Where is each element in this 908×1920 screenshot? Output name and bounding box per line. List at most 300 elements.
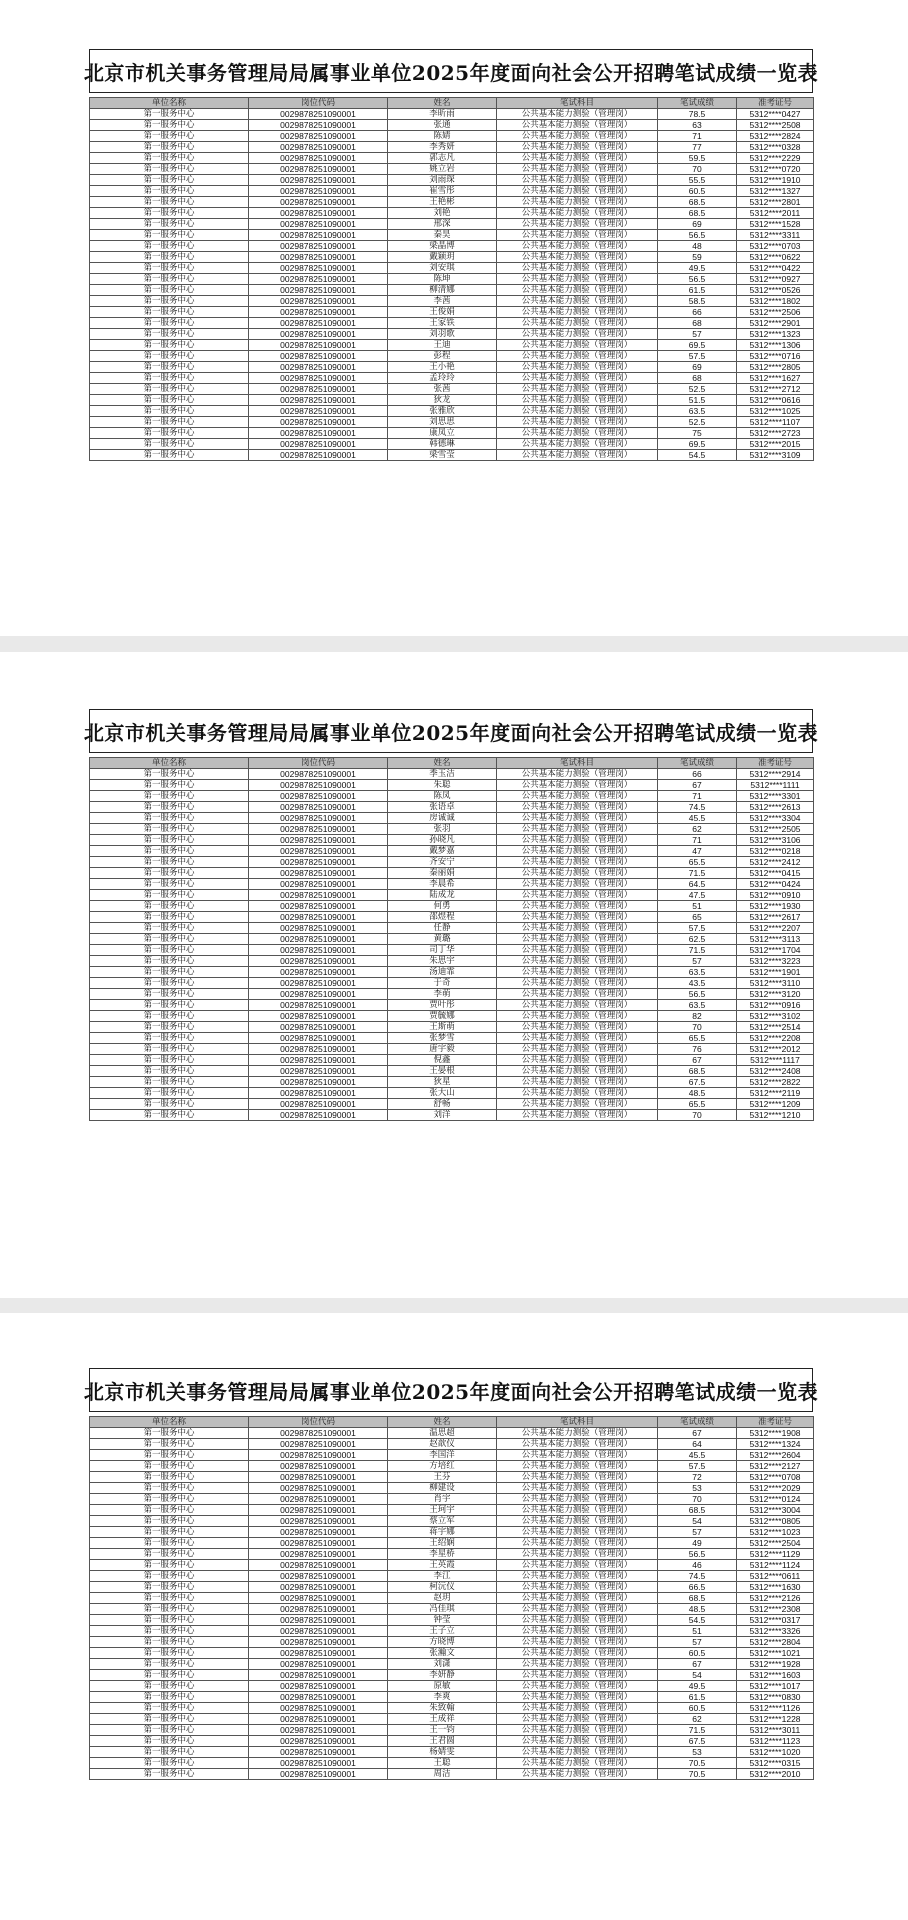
table-row xyxy=(90,1461,814,1472)
subject-cell: 公共基本能力测验（管理岗） xyxy=(497,1769,658,1780)
position-code-cell: 0029878251090001 xyxy=(249,252,388,263)
name-cell: 黄璐 xyxy=(388,934,497,945)
ticket-cell: 5312****2012 xyxy=(737,1044,814,1055)
subject-cell: 公共基本能力测验（管理岗） xyxy=(497,406,658,417)
ticket-cell: 5312****1630 xyxy=(737,1582,814,1593)
position-code-cell: 0029878251090001 xyxy=(249,1758,388,1769)
ticket-cell: 5312****1627 xyxy=(737,373,814,384)
unit-cell: 第一服务中心 xyxy=(90,395,249,406)
ticket-cell: 5312****0830 xyxy=(737,1692,814,1703)
subject-cell: 公共基本能力测验（管理岗） xyxy=(497,230,658,241)
subject-cell: 公共基本能力测验（管理岗） xyxy=(497,1439,658,1450)
score-cell: 57.5 xyxy=(658,351,737,362)
subject-cell: 公共基本能力测验（管理岗） xyxy=(497,340,658,351)
header-subject: 笔试科目 xyxy=(497,98,658,109)
name-cell: 肖宇 xyxy=(388,1494,497,1505)
score-table xyxy=(89,1416,814,1780)
subject-cell: 公共基本能力测验（管理岗） xyxy=(497,395,658,406)
subject-cell: 公共基本能力测验（管理岗） xyxy=(497,1725,658,1736)
position-code-cell: 0029878251090001 xyxy=(249,1670,388,1681)
ticket-cell: 5312****0703 xyxy=(737,241,814,252)
table-row xyxy=(90,890,814,901)
ticket-cell: 5312****2508 xyxy=(737,120,814,131)
table-row xyxy=(90,1681,814,1692)
score-cell: 69 xyxy=(658,219,737,230)
ticket-cell: 5312****1323 xyxy=(737,329,814,340)
subject-cell: 公共基本能力测验（管理岗） xyxy=(497,1066,658,1077)
score-cell: 63.5 xyxy=(658,967,737,978)
name-cell: 彭程 xyxy=(388,351,497,362)
subject-cell: 公共基本能力测验（管理岗） xyxy=(497,186,658,197)
ticket-cell: 5312****1704 xyxy=(737,945,814,956)
score-cell: 67 xyxy=(658,1428,737,1439)
ticket-cell: 5312****2229 xyxy=(737,153,814,164)
unit-cell: 第一服务中心 xyxy=(90,1659,249,1670)
score-cell: 56.5 xyxy=(658,1549,737,1560)
score-cell: 47.5 xyxy=(658,890,737,901)
position-code-cell: 0029878251090001 xyxy=(249,1055,388,1066)
score-cell: 67 xyxy=(658,1659,737,1670)
score-cell: 49.5 xyxy=(658,263,737,274)
score-cell: 57 xyxy=(658,329,737,340)
position-code-cell: 0029878251090001 xyxy=(249,1472,388,1483)
table-row xyxy=(90,1110,814,1121)
unit-cell: 第一服务中心 xyxy=(90,241,249,252)
unit-cell: 第一服务中心 xyxy=(90,890,249,901)
ticket-cell: 5312****0317 xyxy=(737,1615,814,1626)
subject-cell: 公共基本能力测验（管理岗） xyxy=(497,934,658,945)
unit-cell: 第一服务中心 xyxy=(90,1483,249,1494)
unit-cell: 第一服务中心 xyxy=(90,989,249,1000)
ticket-cell: 5312****1021 xyxy=(737,1648,814,1659)
ticket-cell: 5312****1017 xyxy=(737,1681,814,1692)
ticket-cell: 5312****2412 xyxy=(737,857,814,868)
subject-cell: 公共基本能力测验（管理岗） xyxy=(497,1088,658,1099)
position-code-cell: 0029878251090001 xyxy=(249,1110,388,1121)
ticket-cell: 5312****2712 xyxy=(737,384,814,395)
table-row xyxy=(90,978,814,989)
name-cell: 狄龙 xyxy=(388,395,497,406)
table-row xyxy=(90,142,814,153)
unit-cell: 第一服务中心 xyxy=(90,956,249,967)
name-cell: 张大山 xyxy=(388,1088,497,1099)
unit-cell: 第一服务中心 xyxy=(90,1725,249,1736)
ticket-cell: 5312****0805 xyxy=(737,1516,814,1527)
table-row xyxy=(90,1758,814,1769)
position-code-cell: 0029878251090001 xyxy=(249,802,388,813)
score-cell: 61.5 xyxy=(658,1692,737,1703)
unit-cell: 第一服务中心 xyxy=(90,351,249,362)
unit-cell: 第一服务中心 xyxy=(90,934,249,945)
score-cell: 70 xyxy=(658,1494,737,1505)
table-row xyxy=(90,868,814,879)
name-cell: 朱思宇 xyxy=(388,956,497,967)
score-cell: 57 xyxy=(658,1637,737,1648)
name-cell: 王君圆 xyxy=(388,1736,497,1747)
unit-cell: 第一服务中心 xyxy=(90,153,249,164)
subject-cell: 公共基本能力测验（管理岗） xyxy=(497,978,658,989)
name-cell: 倪鑫 xyxy=(388,1055,497,1066)
table-row xyxy=(90,1648,814,1659)
position-code-cell: 0029878251090001 xyxy=(249,1549,388,1560)
unit-cell: 第一服务中心 xyxy=(90,1703,249,1714)
score-cell: 52.5 xyxy=(658,384,737,395)
subject-cell: 公共基本能力测验（管理岗） xyxy=(497,791,658,802)
subject-cell: 公共基本能力测验（管理岗） xyxy=(497,274,658,285)
unit-cell: 第一服务中心 xyxy=(90,1494,249,1505)
table-row xyxy=(90,417,814,428)
ticket-cell: 5312****3113 xyxy=(737,934,814,945)
score-cell: 67.5 xyxy=(658,1736,737,1747)
table-row xyxy=(90,1747,814,1758)
position-code-cell: 0029878251090001 xyxy=(249,901,388,912)
table-row xyxy=(90,1000,814,1011)
ticket-cell: 5312****1023 xyxy=(737,1527,814,1538)
name-cell: 陈婧 xyxy=(388,131,497,142)
header-unit: 单位名称 xyxy=(90,758,249,769)
subject-cell: 公共基本能力测验（管理岗） xyxy=(497,219,658,230)
unit-cell: 第一服务中心 xyxy=(90,1527,249,1538)
subject-cell: 公共基本能力测验（管理岗） xyxy=(497,857,658,868)
unit-cell: 第一服务中心 xyxy=(90,131,249,142)
subject-cell: 公共基本能力测验（管理岗） xyxy=(497,967,658,978)
header-position-code: 岗位代码 xyxy=(249,758,388,769)
table-row xyxy=(90,1527,814,1538)
ticket-cell: 5312****2127 xyxy=(737,1461,814,1472)
subject-cell: 公共基本能力测验（管理岗） xyxy=(497,923,658,934)
name-cell: 张梦雪 xyxy=(388,1033,497,1044)
table-row xyxy=(90,340,814,351)
score-cell: 62.5 xyxy=(658,934,737,945)
table-row xyxy=(90,1516,814,1527)
score-cell: 48.5 xyxy=(658,1088,737,1099)
position-code-cell: 0029878251090001 xyxy=(249,1582,388,1593)
ticket-cell: 5312****2613 xyxy=(737,802,814,813)
table-row xyxy=(90,164,814,175)
unit-cell: 第一服务中心 xyxy=(90,274,249,285)
score-cell: 55.5 xyxy=(658,175,737,186)
score-cell: 51 xyxy=(658,1626,737,1637)
table-row xyxy=(90,1703,814,1714)
position-code-cell: 0029878251090001 xyxy=(249,868,388,879)
unit-cell: 第一服务中心 xyxy=(90,835,249,846)
unit-cell: 第一服务中心 xyxy=(90,1516,249,1527)
score-cell: 66.5 xyxy=(658,1582,737,1593)
unit-cell: 第一服务中心 xyxy=(90,1681,249,1692)
subject-cell: 公共基本能力测验（管理岗） xyxy=(497,153,658,164)
score-cell: 65 xyxy=(658,912,737,923)
ticket-cell: 5312****2804 xyxy=(737,1637,814,1648)
ticket-cell: 5312****2010 xyxy=(737,1769,814,1780)
unit-cell: 第一服务中心 xyxy=(90,945,249,956)
unit-cell: 第一服务中心 xyxy=(90,252,249,263)
table-row xyxy=(90,1582,814,1593)
ticket-cell: 5312****2011 xyxy=(737,208,814,219)
subject-cell: 公共基本能力测验（管理岗） xyxy=(497,1505,658,1516)
position-code-cell: 0029878251090001 xyxy=(249,318,388,329)
table-row xyxy=(90,428,814,439)
unit-cell: 第一服务中心 xyxy=(90,164,249,175)
score-cell: 59 xyxy=(658,252,737,263)
score-cell: 70 xyxy=(658,164,737,175)
position-code-cell: 0029878251090001 xyxy=(249,978,388,989)
name-cell: 王英霞 xyxy=(388,1560,497,1571)
position-code-cell: 0029878251090001 xyxy=(249,1769,388,1780)
ticket-cell: 5312****1901 xyxy=(737,967,814,978)
score-cell: 46 xyxy=(658,1560,737,1571)
unit-cell: 第一服务中心 xyxy=(90,769,249,780)
ticket-cell: 5312****1802 xyxy=(737,296,814,307)
score-cell: 63.5 xyxy=(658,1000,737,1011)
unit-cell: 第一服务中心 xyxy=(90,923,249,934)
name-cell: 戴颖玥 xyxy=(388,252,497,263)
name-cell: 陆成龙 xyxy=(388,890,497,901)
unit-cell: 第一服务中心 xyxy=(90,1615,249,1626)
score-cell: 63 xyxy=(658,120,737,131)
page-title: 北京市机关事务管理局局属事业单位2025年度面向社会公开招聘笔试成绩一览表 xyxy=(89,1368,813,1412)
unit-cell: 第一服务中心 xyxy=(90,1022,249,1033)
name-cell: 房诚诚 xyxy=(388,813,497,824)
name-cell: 李爽 xyxy=(388,1692,497,1703)
score-cell: 60.5 xyxy=(658,186,737,197)
score-cell: 49.5 xyxy=(658,1681,737,1692)
unit-cell: 第一服务中心 xyxy=(90,879,249,890)
table-row xyxy=(90,109,814,120)
ticket-cell: 5312****0616 xyxy=(737,395,814,406)
score-cell: 71.5 xyxy=(658,945,737,956)
table-row xyxy=(90,285,814,296)
position-code-cell: 0029878251090001 xyxy=(249,296,388,307)
subject-cell: 公共基本能力测验（管理岗） xyxy=(497,1560,658,1571)
ticket-cell: 5312****1107 xyxy=(737,417,814,428)
position-code-cell: 0029878251090001 xyxy=(249,307,388,318)
position-code-cell: 0029878251090001 xyxy=(249,1044,388,1055)
unit-cell: 第一服务中心 xyxy=(90,1560,249,1571)
unit-cell: 第一服务中心 xyxy=(90,230,249,241)
unit-cell: 第一服务中心 xyxy=(90,1582,249,1593)
name-cell: 李昕雨 xyxy=(388,109,497,120)
score-cell: 65.5 xyxy=(658,857,737,868)
table-row xyxy=(90,1659,814,1670)
ticket-cell: 5312****1025 xyxy=(737,406,814,417)
score-cell: 43.5 xyxy=(658,978,737,989)
header-subject: 笔试科目 xyxy=(497,1417,658,1428)
name-cell: 何勇 xyxy=(388,901,497,912)
name-cell: 陈凤 xyxy=(388,791,497,802)
unit-cell: 第一服务中心 xyxy=(90,1538,249,1549)
unit-cell: 第一服务中心 xyxy=(90,406,249,417)
position-code-cell: 0029878251090001 xyxy=(249,945,388,956)
unit-cell: 第一服务中心 xyxy=(90,868,249,879)
position-code-cell: 0029878251090001 xyxy=(249,395,388,406)
ticket-cell: 5312****2015 xyxy=(737,439,814,450)
unit-cell: 第一服务中心 xyxy=(90,109,249,120)
position-code-cell: 0029878251090001 xyxy=(249,934,388,945)
score-cell: 76 xyxy=(658,1044,737,1055)
table-row xyxy=(90,153,814,164)
name-cell: 王迪 xyxy=(388,340,497,351)
ticket-cell: 5312****3109 xyxy=(737,450,814,461)
table-row xyxy=(90,362,814,373)
subject-cell: 公共基本能力测验（管理岗） xyxy=(497,835,658,846)
position-code-cell: 0029878251090001 xyxy=(249,1505,388,1516)
subject-cell: 公共基本能力测验（管理岗） xyxy=(497,1099,658,1110)
ticket-cell: 5312****0427 xyxy=(737,109,814,120)
name-cell: 柳建设 xyxy=(388,1483,497,1494)
unit-cell: 第一服务中心 xyxy=(90,1055,249,1066)
name-cell: 杨婧雯 xyxy=(388,1747,497,1758)
position-code-cell: 0029878251090001 xyxy=(249,351,388,362)
subject-cell: 公共基本能力测验（管理岗） xyxy=(497,197,658,208)
subject-cell: 公共基本能力测验（管理岗） xyxy=(497,131,658,142)
table-row xyxy=(90,1505,814,1516)
subject-cell: 公共基本能力测验（管理岗） xyxy=(497,428,658,439)
ticket-cell: 5312****2824 xyxy=(737,131,814,142)
subject-cell: 公共基本能力测验（管理岗） xyxy=(497,362,658,373)
ticket-cell: 5312****2901 xyxy=(737,318,814,329)
score-table xyxy=(89,757,814,1121)
score-cell: 54.5 xyxy=(658,450,737,461)
position-code-cell: 0029878251090001 xyxy=(249,857,388,868)
ticket-cell: 5312****2207 xyxy=(737,923,814,934)
ticket-cell: 5312****0218 xyxy=(737,846,814,857)
unit-cell: 第一服务中心 xyxy=(90,439,249,450)
ticket-cell: 5312****2801 xyxy=(737,197,814,208)
position-code-cell: 0029878251090001 xyxy=(249,1000,388,1011)
ticket-cell: 5312****1111 xyxy=(737,780,814,791)
name-cell: 王家铁 xyxy=(388,318,497,329)
table-row xyxy=(90,1494,814,1505)
header-score: 笔试成绩 xyxy=(658,1417,737,1428)
position-code-cell: 0029878251090001 xyxy=(249,340,388,351)
name-cell: 柯沅仪 xyxy=(388,1582,497,1593)
name-cell: 李江 xyxy=(388,1571,497,1582)
ticket-cell: 5312****0422 xyxy=(737,263,814,274)
name-cell: 陈坤 xyxy=(388,274,497,285)
sheet-page-3 xyxy=(0,1313,908,1920)
score-cell: 64.5 xyxy=(658,879,737,890)
ticket-cell: 5312****1129 xyxy=(737,1549,814,1560)
table-row xyxy=(90,1626,814,1637)
table-row xyxy=(90,1769,814,1780)
table-row xyxy=(90,1472,814,1483)
subject-cell: 公共基本能力测验（管理岗） xyxy=(497,1549,658,1560)
ticket-cell: 5312****1930 xyxy=(737,901,814,912)
position-code-cell: 0029878251090001 xyxy=(249,219,388,230)
name-cell: 康凤立 xyxy=(388,428,497,439)
subject-cell: 公共基本能力测验（管理岗） xyxy=(497,1077,658,1088)
ticket-cell: 5312****3106 xyxy=(737,835,814,846)
ticket-cell: 5312****0708 xyxy=(737,1472,814,1483)
unit-cell: 第一服务中心 xyxy=(90,1549,249,1560)
table-header-row xyxy=(90,1417,814,1428)
ticket-cell: 5312****1528 xyxy=(737,219,814,230)
unit-cell: 第一服务中心 xyxy=(90,1000,249,1011)
name-cell: 方培红 xyxy=(388,1461,497,1472)
position-code-cell: 0029878251090001 xyxy=(249,1450,388,1461)
subject-cell: 公共基本能力测验（管理岗） xyxy=(497,1736,658,1747)
subject-cell: 公共基本能力测验（管理岗） xyxy=(497,1538,658,1549)
position-code-cell: 0029878251090001 xyxy=(249,989,388,1000)
name-cell: 原敏 xyxy=(388,1681,497,1692)
unit-cell: 第一服务中心 xyxy=(90,802,249,813)
table-row xyxy=(90,956,814,967)
name-cell: 方晓博 xyxy=(388,1637,497,1648)
table-row xyxy=(90,208,814,219)
ticket-cell: 5312****2029 xyxy=(737,1483,814,1494)
name-cell: 王斯萌 xyxy=(388,1022,497,1033)
name-cell: 刘洋 xyxy=(388,1110,497,1121)
ticket-cell: 5312****0328 xyxy=(737,142,814,153)
subject-cell: 公共基本能力测验（管理岗） xyxy=(497,1000,658,1011)
position-code-cell: 0029878251090001 xyxy=(249,1725,388,1736)
position-code-cell: 0029878251090001 xyxy=(249,1483,388,1494)
header-position-code: 岗位代码 xyxy=(249,1417,388,1428)
table-row xyxy=(90,263,814,274)
score-cell: 48.5 xyxy=(658,1604,737,1615)
name-cell: 张瀚文 xyxy=(388,1648,497,1659)
unit-cell: 第一服务中心 xyxy=(90,824,249,835)
unit-cell: 第一服务中心 xyxy=(90,1450,249,1461)
name-cell: 孟玲玲 xyxy=(388,373,497,384)
ticket-cell: 5312****1603 xyxy=(737,1670,814,1681)
unit-cell: 第一服务中心 xyxy=(90,912,249,923)
subject-cell: 公共基本能力测验（管理岗） xyxy=(497,879,658,890)
score-cell: 61.5 xyxy=(658,285,737,296)
table-row xyxy=(90,1033,814,1044)
position-code-cell: 0029878251090001 xyxy=(249,120,388,131)
position-code-cell: 0029878251090001 xyxy=(249,1681,388,1692)
score-cell: 68 xyxy=(658,373,737,384)
ticket-cell: 5312****2308 xyxy=(737,1604,814,1615)
subject-cell: 公共基本能力测验（管理岗） xyxy=(497,285,658,296)
score-cell: 65.5 xyxy=(658,1099,737,1110)
table-row xyxy=(90,901,814,912)
table-row xyxy=(90,186,814,197)
unit-cell: 第一服务中心 xyxy=(90,120,249,131)
sheet-page-2 xyxy=(0,652,908,1298)
unit-cell: 第一服务中心 xyxy=(90,1670,249,1681)
ticket-cell: 5312****0916 xyxy=(737,1000,814,1011)
position-code-cell: 0029878251090001 xyxy=(249,362,388,373)
name-cell: 郭志凡 xyxy=(388,153,497,164)
score-cell: 57 xyxy=(658,956,737,967)
table-row xyxy=(90,1637,814,1648)
table-row xyxy=(90,1439,814,1450)
position-code-cell: 0029878251090001 xyxy=(249,175,388,186)
ticket-cell: 5312****3102 xyxy=(737,1011,814,1022)
name-cell: 李萌 xyxy=(388,989,497,1000)
unit-cell: 第一服务中心 xyxy=(90,1439,249,1450)
table-row xyxy=(90,1055,814,1066)
position-code-cell: 0029878251090001 xyxy=(249,791,388,802)
name-cell: 刘思思 xyxy=(388,417,497,428)
position-code-cell: 0029878251090001 xyxy=(249,1033,388,1044)
position-code-cell: 0029878251090001 xyxy=(249,967,388,978)
score-cell: 68.5 xyxy=(658,1066,737,1077)
score-cell: 72 xyxy=(658,1472,737,1483)
name-cell: 秦丽娟 xyxy=(388,868,497,879)
score-cell: 65.5 xyxy=(658,1033,737,1044)
score-cell: 68.5 xyxy=(658,1593,737,1604)
position-code-cell: 0029878251090001 xyxy=(249,1494,388,1505)
position-code-cell: 0029878251090001 xyxy=(249,912,388,923)
position-code-cell: 0029878251090001 xyxy=(249,879,388,890)
ticket-cell: 5312****0124 xyxy=(737,1494,814,1505)
table-row xyxy=(90,296,814,307)
position-code-cell: 0029878251090001 xyxy=(249,923,388,934)
score-cell: 77 xyxy=(658,142,737,153)
